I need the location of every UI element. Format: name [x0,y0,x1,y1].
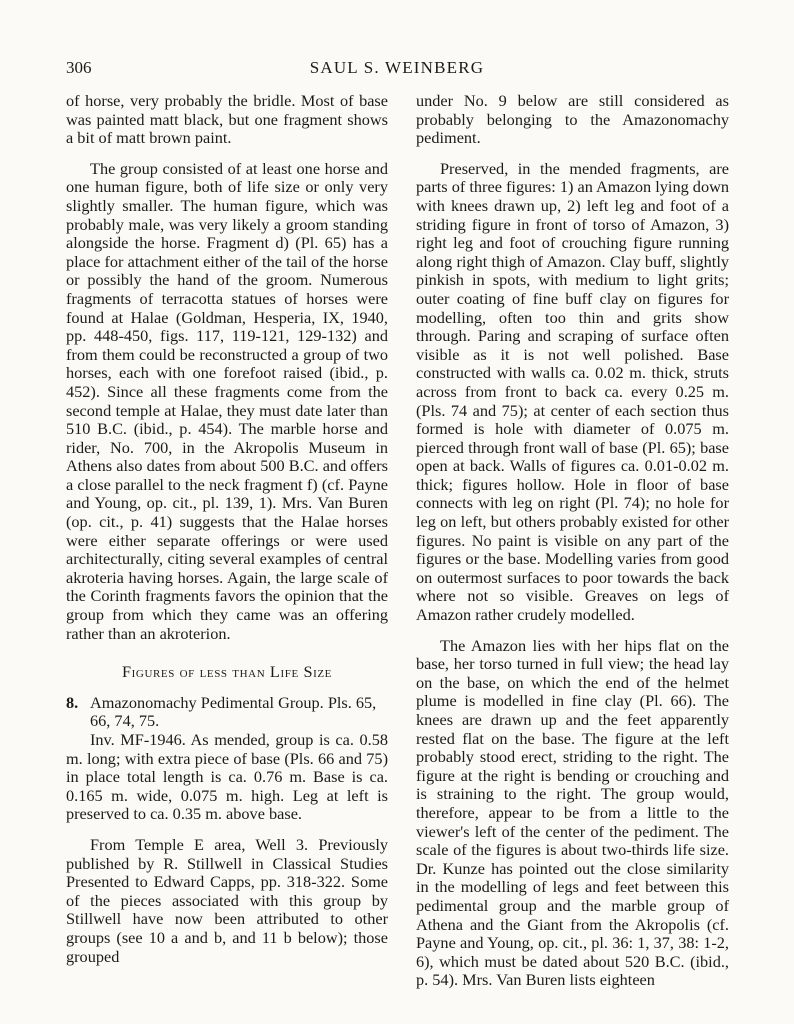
page-number: 306 [66,58,92,77]
page-header [66,58,728,82]
left-column [66,92,388,966]
running-head: SAUL S. WEINBERG [309,58,485,77]
section-heading: Figures of less than Life Size [121,662,333,682]
paragraph: From Temple E area, Well 3. Previously published by R. Stillwell in Classical Studies Presented to Edward Capps, pp. 318-322. Some of the pieces associated with this group by Stillwell have now been attributed to other groups (see 10 a and b, and 11 b below); those grouped [66,834,388,966]
paragraph: Inv. MF-1946. As mended, group is ca. 0.58 m. long; with extra piece of base (Pls. 66 and 75) in place total length is ca. 0.76 m. Base is ca. 0.165 m. wide, 0.075 m. high. Leg at left is preserved to ca. 0.35 m. above base. [66,730,388,824]
entry-number: 8. [66,692,79,712]
catalogue-entry-title [66,694,388,731]
right-column [416,92,729,990]
paragraph: The group consisted of at least one horse and one human figure, both of life size or only very slightly smaller. The human figure, which was probably male, was very likely a groom standing alongside the horse. Fragment d) (Pl. 65) has a place for attachment either of the tail of the horse or possibly the hand of the groom. Numerous fragments of terracotta statues of horses were found at Halae (Goldman, Hesperia, IX, 1940, pp. 448-450, figs. 117, 119-121, 129-132) and from them could be reconstructed a group of two horses, each with one forefoot raised (ibid., p. 452). Since all these fragments come from the second temple at Halae, they must date later than 510 B.C. (ibid., p. 454). The marble horse and rider, No. 700, in the Akropolis Museum in Athens also dates from about 500 B.C. and offers a close parallel to the neck fragment f) (cf. Payne and Young, op. cit., pl. 139, 1). Mrs. Van Buren (op. cit., p. 41) suggests that the Halae horses were either separate offerings or were used architecturally, citing several examples of central akroteria having horses. Again, the large scale of the Corinth fragments favors the opinion that the group from which they came was an offering rather than an akroterion. [66,158,388,643]
paragraph: Preserved, in the mended fragments, are parts of three figures: 1) an Amazon lying down with knees drawn up, 2) left leg and foot of a striding figure in front of torso of Amazon, 3) right leg and foot of crouching figure running along right thigh of Amazon. Clay buff, slightly pinkish in spots, with medium to light grits; outer coating of fine buff clay on figures for modelling, often too thin and grits show through. Paring and scraping of surface often visible as it is not well polished. Base constructed with walls ca. 0.02 m. thick, struts across from front to back ca. every 0.25 m. (Pls. 74 and 75); at center of each section thus formed is hole with diameter of 0.075 m. pierced through front wall of base (Pl. 65); base open at back. Walls of figures ca. 0.01-0.02 m. thick; figures hollow. Hole in floor of base connects with leg on right (Pl. 74); no hole for leg on left, but others probably existed for other figures. No paint is visible on any part of the figures or the base. Modelling varies from good on outermost surfaces to poor towards the back where not so visible. Greaves on legs of Amazon rather crudely modelled. [416,158,729,625]
paragraph: under No. 9 below are still considered as probably belonging to the Amazonomachy pediment. [416,91,729,148]
entry-title: Amazonomachy Pedimental Group. Pls. 65, 66, 74, 75. [90,692,377,731]
paragraph: of horse, very probably the bridle. Most of base was painted matt black, but one fragment shows a bit of matt brown paint. [66,91,388,148]
paragraph: The Amazon lies with her hips flat on the base, her torso turned in full view; the head lay on the base, on which the end of the helmet plume is modelled in fine clay (Pl. 66). The knees are drawn up and the feet apparently rested flat on the base. The figure at the left probably stood erect, striding to the right. The figure at the right is bending or crouching and is straining to the right. The group would, therefore, appear to be from a little to the viewer's left of the center of the pediment. The scale of the figures is about two-thirds life size. Dr. Kunze has pointed out the close similarity in the modelling of legs and feet between this pedimental group and the marble group of Athena and the Giant from the Akropolis (cf. Payne and Young, op. cit., pl. 36: 1, 37, 38: 1-2, 6), which must be dated about 520 B.C. (ibid., p. 54). Mrs. Van Buren lists eighteen [416,635,729,990]
